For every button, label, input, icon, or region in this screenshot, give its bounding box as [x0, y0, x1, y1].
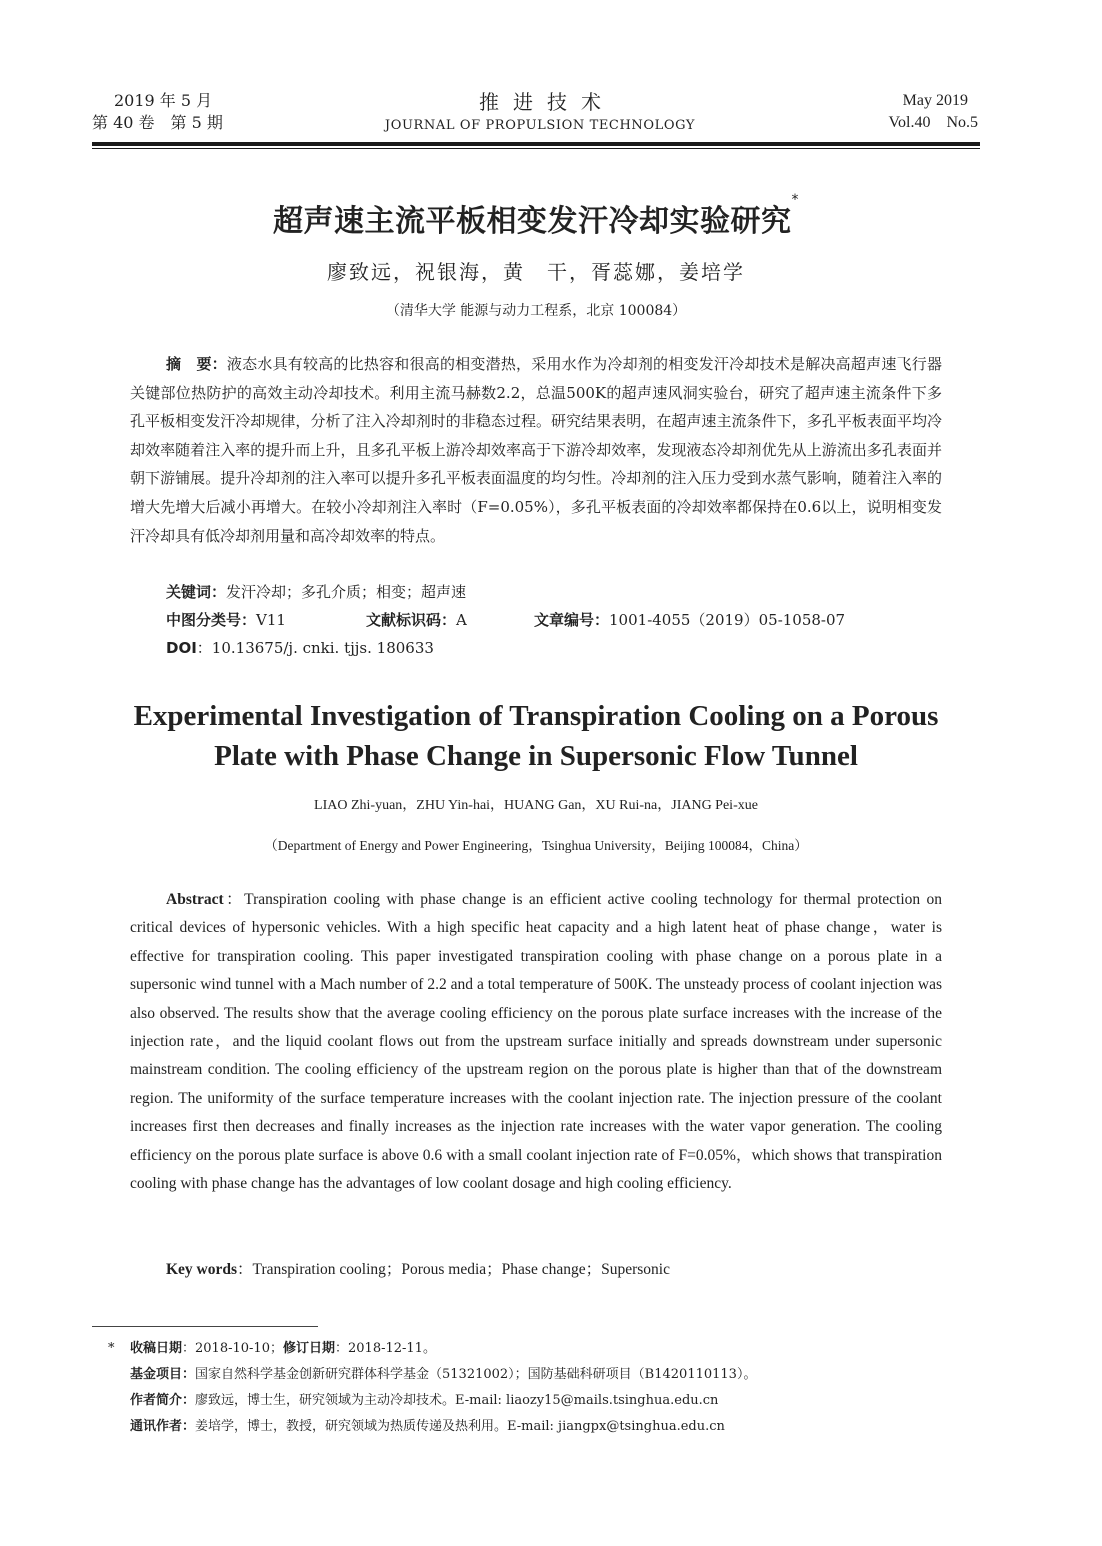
affiliation-cn: （清华大学 能源与动力工程系，北京 100084） — [385, 303, 687, 319]
title-en-line2: Plate with Phase Change in Supersonic Flow Tunnel — [214, 740, 858, 772]
clc-value: V11 — [256, 611, 286, 629]
journal-name-cn: 推进技术 — [479, 90, 615, 114]
footnote-corresponding — [130, 1414, 725, 1440]
doi-row — [166, 634, 434, 662]
journal-name-en: JOURNAL OF PROPULSION TECHNOLOGY — [384, 118, 696, 133]
doi-label: DOI — [166, 639, 197, 657]
authors-en: LIAO Zhi-yuan，ZHU Yin-hai，HUANG Gan，XU Rui-na，JIANG Pei-xue — [314, 798, 758, 813]
article-no-label: 文章编号： — [534, 611, 610, 629]
affiliation-en: （Department of Energy and Power Engineering，Tsinghua University，Beijing 100084，China） — [264, 838, 808, 853]
footnote-author — [130, 1388, 718, 1414]
abstract-cn — [130, 350, 942, 550]
title-en-line1: Experimental Investigation of Transpiration Cooling on a Porous — [133, 700, 939, 732]
article-no-field — [534, 606, 845, 634]
received-label: 收稿日期 — [130, 1341, 183, 1356]
author-label: 作者简介： — [130, 1393, 196, 1408]
footnote-star: * — [108, 1341, 115, 1356]
paper-title-cn — [92, 192, 980, 240]
keywords-cn-text: 发汗冷却；多孔介质；相变；超声速 — [226, 583, 467, 601]
revised-label: 修订日期 — [282, 1341, 335, 1356]
keywords-en-label: Key words — [166, 1261, 238, 1278]
fund-value: 国家自然科学基金创新研究群体科学基金（51321002）；国防基础科研项目（B1420110113）。 — [195, 1367, 757, 1382]
abstract-en-label: Abstract — [166, 891, 224, 908]
abstract-cn-text: 液态水具有较高的比热容和很高的相变潜热，采用水作为冷却剂的相变发汗冷却技术是解决高超声速飞行器关键部位热防护的高效主动冷却技术。利用主流马赫数2.2，总温500K的超声速风洞实验台，研究了超声速主流条件下多孔平板相变发汗冷却规律，分析了注入冷却剂时的非稳态过程。研究结果表明，在超声速主流条件下，多孔平板表面平均冷却效率随着注入率的提升而上升，且多孔平板上游冷却效率高于下游冷却效率，发现液态冷却剂优先从上游流出多孔表面并朝下游铺展。提升冷却剂的注入率可以提升多孔平板表面温度的均匀性。冷却剂的注入压力受到水蒸气影响，随着注入率的增大先增大后减小再增大。在较小冷却剂注入率时（F=0.05%），多孔平板表面的冷却效率都保持在0.6以上，说明相变发汗冷却具有低冷却剂用量和高冷却效率的特点。 — [130, 355, 942, 545]
keywords-en-text: ：Transpiration cooling；Porous media；Phase change；Supersonic — [237, 1261, 670, 1278]
keywords-cn — [166, 578, 466, 606]
header-rule-thin — [92, 148, 980, 149]
classification-row — [166, 606, 946, 634]
doc-code-label: 文献标识码： — [366, 611, 457, 629]
keywords-en — [166, 1256, 670, 1284]
header-left — [92, 90, 292, 134]
revised-value: ：2018-12-11。 — [335, 1341, 436, 1356]
title-cn-text: 超声速主流平板相变发汗冷却实验研究 — [273, 204, 792, 239]
abstract-cn-label: 摘 要： — [166, 355, 227, 373]
abstract-en — [130, 886, 942, 1198]
corr-value: 姜培学，博士，教授，研究领域为热质传递及热利用。E-mail: jiangpx@tsinghua.edu.cn — [195, 1419, 725, 1434]
doi-value: ：10.13675/j. cnki. tjjs. 180633 — [196, 639, 434, 657]
header-volume-en: Vol.40 No.5 — [888, 114, 978, 131]
header-center — [340, 90, 740, 136]
footnote-fund — [130, 1362, 756, 1388]
doc-code-field — [366, 606, 534, 634]
clc-field — [166, 606, 366, 634]
keywords-cn-label: 关键词： — [166, 583, 227, 601]
header-volume-cn: 第 40 卷 第 5 期 — [92, 113, 223, 132]
article-no-value: 1001-4055（2019）05-1058-07 — [609, 611, 846, 629]
header-rule-thick — [92, 142, 980, 146]
author-value: 廖致远，博士生，研究领域为主动冷却技术。E-mail: liaozy15@mails.tsinghua.edu.cn — [195, 1393, 719, 1408]
footnote-rule — [92, 1326, 318, 1327]
footnote-dates — [130, 1336, 436, 1362]
corr-label: 通讯作者： — [130, 1419, 196, 1434]
authors-cn: 廖致远，祝银海，黄 干，胥蕊娜，姜培学 — [327, 260, 745, 284]
header-date-en: May 2019 — [902, 92, 968, 109]
received-value: ：2018-10-10； — [182, 1341, 283, 1356]
doc-code-value: A — [456, 611, 467, 629]
clc-label: 中图分类号： — [166, 611, 257, 629]
header-right — [778, 90, 978, 134]
paper-title-en — [92, 696, 980, 776]
title-footnote-mark: * — [791, 192, 799, 208]
fund-label: 基金项目： — [130, 1367, 196, 1382]
header-date-cn: 2019 年 5 月 — [114, 91, 213, 110]
abstract-en-text: ：Transpiration cooling with phase change is an efficient active cooling technology for thermal protection on critical devices of hypersonic vehicles. With a high specific heat capacity and a high latent heat of phase change，water is effective for transpiration cooling. This paper investigated transpiration cooling with phase change on a porous plate in a supersonic wind tunnel with a Mach number of 2.2 and a total temperature of 500K. The unsteady process of coolant injection was also observed. The results show that the average cooling efficiency on the porous plate surface increases with the increase of the injection rate，and the liquid coolant flows out from the upstream surface initially and spreads downstream under supersonic mainstream condition. The cooling efficiency of the upstream region on the porous plate is higher than that of the downstream region. The uniformity of the surface temperature increases with the coolant injection rate. The injection pressure of the coolant increases first then decreases and finally increases as the injection rate increases with the water vapor generation. The cooling efficiency on the porous plate surface is above 0.6 with a small coolant injection rate of F=0.05%，which shows that transpiration cooling with phase change has the advantages of low coolant dosage and high cooling efficiency. — [130, 891, 942, 1193]
